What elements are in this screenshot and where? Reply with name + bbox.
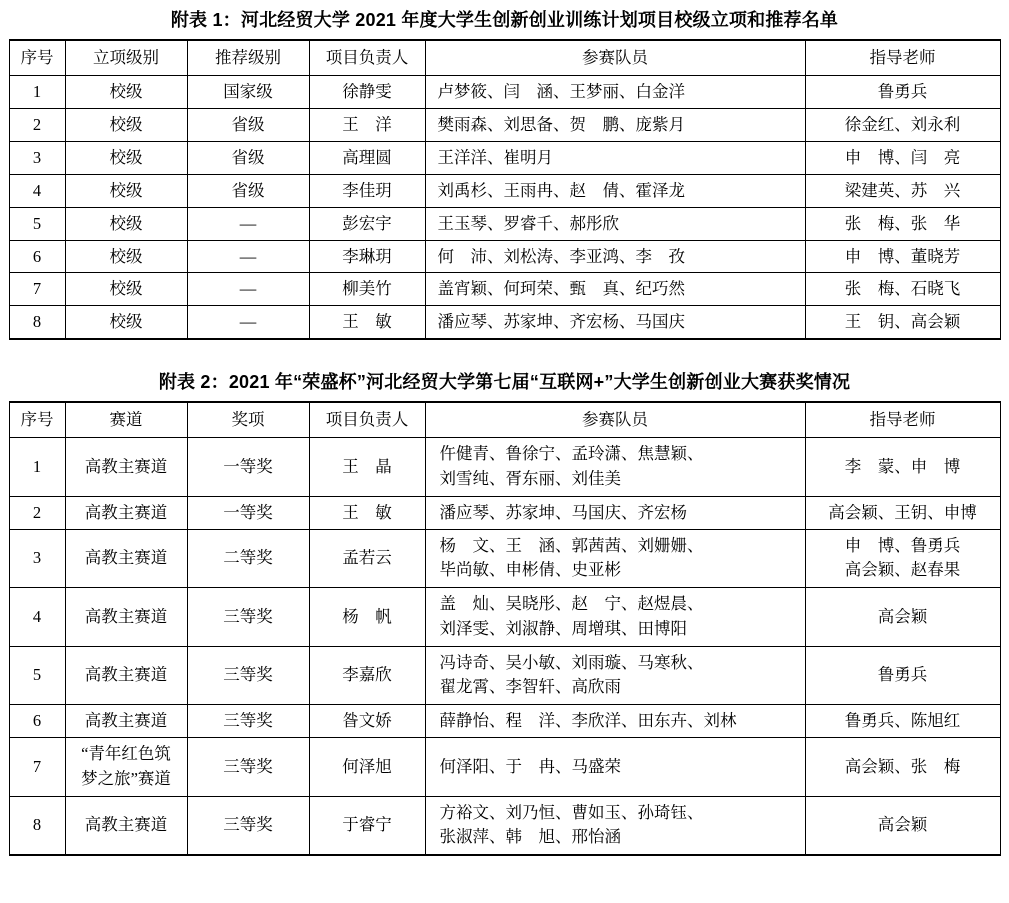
table-header-row bbox=[9, 402, 1000, 437]
team-line: 刘泽雯、刘淑静、周增琪、田博阳 bbox=[439, 618, 687, 638]
cell-team bbox=[425, 438, 805, 497]
cell-seq: 2 bbox=[9, 108, 65, 141]
cell-recommend: 省级 bbox=[187, 141, 309, 174]
cell-tutor: 高会颖、王钥、申博 bbox=[805, 496, 1000, 529]
cell-leader: 王 敏 bbox=[309, 306, 425, 339]
cell-seq: 5 bbox=[9, 207, 65, 240]
team-line: 杨 文、王 涵、郭茜茜、刘姗姗、 bbox=[439, 535, 704, 555]
team-line: 刘雪纯、胥东丽、刘佳美 bbox=[439, 468, 621, 488]
cell-team: 潘应琴、苏家坤、齐宏杨、马国庆 bbox=[425, 306, 805, 339]
cell-recommend: — bbox=[187, 207, 309, 240]
team-line: 张淑萍、韩 旭、邢怡涵 bbox=[439, 827, 621, 847]
table-row bbox=[9, 75, 1000, 108]
cell-tutor: 徐金红、刘永利 bbox=[805, 108, 1000, 141]
cell-team bbox=[425, 646, 805, 705]
cell-tutor bbox=[805, 438, 1000, 497]
team-line: 毕尚敏、申彬倩、史亚彬 bbox=[439, 560, 621, 580]
cell-tutor: 鲁勇兵、陈旭红 bbox=[805, 705, 1000, 738]
team-line: 仵健青、鲁徐宁、孟玲潇、焦慧颖、 bbox=[439, 444, 704, 464]
cell-seq: 4 bbox=[9, 588, 65, 647]
cell-leader: 杨 帆 bbox=[309, 588, 425, 647]
cell-team: 何泽阳、于 冉、马盛荣 bbox=[425, 738, 805, 797]
cell-level: 校级 bbox=[65, 75, 187, 108]
cell-team: 薛静怡、程 洋、李欣洋、田东卉、刘林 bbox=[425, 705, 805, 738]
table-1 bbox=[9, 39, 1001, 340]
cell-track bbox=[65, 738, 187, 797]
cell-recommend: — bbox=[187, 273, 309, 306]
column-header-leader: 项目负责人 bbox=[309, 40, 425, 75]
cell-award: 三等奖 bbox=[187, 796, 309, 855]
cell-award: 三等奖 bbox=[187, 646, 309, 705]
cell-leader: 彭宏宇 bbox=[309, 207, 425, 240]
cell-seq: 6 bbox=[9, 240, 65, 273]
cell-seq: 7 bbox=[9, 273, 65, 306]
cell-leader: 王 敏 bbox=[309, 496, 425, 529]
table-row bbox=[9, 108, 1000, 141]
cell-recommend: 省级 bbox=[187, 174, 309, 207]
cell-seq: 8 bbox=[9, 796, 65, 855]
cell-award: 三等奖 bbox=[187, 588, 309, 647]
table-row bbox=[9, 273, 1000, 306]
track-line: 梦之旅”赛道 bbox=[81, 768, 171, 788]
table-row bbox=[9, 646, 1000, 705]
table-row bbox=[9, 174, 1000, 207]
cell-track: 高教主赛道 bbox=[65, 588, 187, 647]
cell-team bbox=[425, 796, 805, 855]
column-header-recommend: 推荐级别 bbox=[187, 40, 309, 75]
cell-leader: 李嘉欣 bbox=[309, 646, 425, 705]
column-header-tutor: 指导老师 bbox=[805, 402, 1000, 437]
cell-team bbox=[425, 588, 805, 647]
cell-seq: 8 bbox=[9, 306, 65, 339]
cell-track: 高教主赛道 bbox=[65, 529, 187, 588]
cell-team: 潘应琴、苏家坤、马国庆、齐宏杨 bbox=[425, 496, 805, 529]
cell-level: 校级 bbox=[65, 207, 187, 240]
cell-tutor: 鲁勇兵 bbox=[805, 646, 1000, 705]
table-2-block bbox=[0, 362, 1009, 856]
cell-tutor: 高会颖、张 梅 bbox=[805, 738, 1000, 797]
column-header-track: 赛道 bbox=[65, 402, 187, 437]
tutor-line: 申 博、鲁勇兵 bbox=[844, 535, 961, 555]
column-header-leader: 项目负责人 bbox=[309, 402, 425, 437]
cell-team: 盖宵颖、何珂荣、甄 真、纪巧然 bbox=[425, 273, 805, 306]
table-spacer bbox=[0, 340, 1009, 362]
cell-track: 高教主赛道 bbox=[65, 646, 187, 705]
cell-team: 王玉琴、罗睿千、郝彤欣 bbox=[425, 207, 805, 240]
cell-seq: 3 bbox=[9, 529, 65, 588]
cell-track: 高教主赛道 bbox=[65, 705, 187, 738]
cell-level: 校级 bbox=[65, 174, 187, 207]
cell-award: 一等奖 bbox=[187, 438, 309, 497]
team-line: 方裕文、刘乃恒、曹如玉、孙琦钰、 bbox=[439, 802, 704, 822]
cell-tutor: 高会颖 bbox=[805, 588, 1000, 647]
cell-award: 一等奖 bbox=[187, 496, 309, 529]
cell-tutor: 申 博、闫 亮 bbox=[805, 141, 1000, 174]
table-2-body bbox=[9, 438, 1000, 855]
table-row bbox=[9, 207, 1000, 240]
cell-seq: 3 bbox=[9, 141, 65, 174]
column-header-level: 立项级别 bbox=[65, 40, 187, 75]
cell-team: 卢梦筱、闫 涵、王梦丽、白金洋 bbox=[425, 75, 805, 108]
column-header-team: 参赛队员 bbox=[425, 402, 805, 437]
table-1-body bbox=[9, 75, 1000, 339]
cell-tutor: 申 博、董晓芳 bbox=[805, 240, 1000, 273]
cell-leader: 王 洋 bbox=[309, 108, 425, 141]
cell-tutor: 梁建英、苏 兴 bbox=[805, 174, 1000, 207]
cell-leader: 柳美竹 bbox=[309, 273, 425, 306]
cell-team: 王洋洋、崔明月 bbox=[425, 141, 805, 174]
cell-tutor bbox=[805, 529, 1000, 588]
cell-tutor: 王 钥、高会颖 bbox=[805, 306, 1000, 339]
cell-seq: 1 bbox=[9, 75, 65, 108]
cell-recommend: 省级 bbox=[187, 108, 309, 141]
cell-leader: 王 晶 bbox=[309, 438, 425, 497]
cell-leader: 孟若云 bbox=[309, 529, 425, 588]
table-row bbox=[9, 306, 1000, 339]
cell-track: 高教主赛道 bbox=[65, 796, 187, 855]
table-1-caption: 附表 1：河北经贸大学 2021 年度大学生创新创业训练计划项目校级立项和推荐名单 bbox=[170, 10, 839, 30]
column-header-team: 参赛队员 bbox=[425, 40, 805, 75]
table-row bbox=[9, 796, 1000, 855]
cell-leader: 于睿宁 bbox=[309, 796, 425, 855]
team-line: 冯诗奇、吴小敏、刘雨璇、马寒秋、 bbox=[439, 652, 704, 672]
table-row bbox=[9, 438, 1000, 497]
cell-leader: 徐静雯 bbox=[309, 75, 425, 108]
table-header-row bbox=[9, 40, 1000, 75]
cell-leader: 高理圆 bbox=[309, 141, 425, 174]
table-row bbox=[9, 588, 1000, 647]
table-row bbox=[9, 141, 1000, 174]
table-1-header bbox=[9, 40, 1000, 75]
cell-seq: 5 bbox=[9, 646, 65, 705]
table-row bbox=[9, 705, 1000, 738]
cell-level: 校级 bbox=[65, 240, 187, 273]
cell-recommend: 国家级 bbox=[187, 75, 309, 108]
cell-seq: 7 bbox=[9, 738, 65, 797]
team-line: 盖 灿、吴晓彤、赵 宁、赵煜晨、 bbox=[439, 594, 704, 614]
table-row bbox=[9, 496, 1000, 529]
cell-tutor: 高会颖 bbox=[805, 796, 1000, 855]
cell-seq: 1 bbox=[9, 438, 65, 497]
tutor-line: 高会颖、赵春果 bbox=[844, 560, 961, 580]
cell-level: 校级 bbox=[65, 108, 187, 141]
cell-team bbox=[425, 529, 805, 588]
table-row bbox=[9, 240, 1000, 273]
cell-recommend: — bbox=[187, 240, 309, 273]
cell-team: 何 沛、刘松涛、李亚鸿、李 孜 bbox=[425, 240, 805, 273]
table-row bbox=[9, 738, 1000, 797]
cell-tutor: 张 梅、石晓飞 bbox=[805, 273, 1000, 306]
cell-level: 校级 bbox=[65, 273, 187, 306]
column-header-seq: 序号 bbox=[9, 40, 65, 75]
track-line: “青年红色筑 bbox=[81, 744, 171, 764]
cell-seq: 2 bbox=[9, 496, 65, 529]
cell-level: 校级 bbox=[65, 141, 187, 174]
table-2-caption: 附表 2：2021 年“荣盛杯”河北经贸大学第七届“互联网+”大学生创新创业大赛获奖情况 bbox=[158, 372, 851, 393]
cell-tutor: 张 梅、张 华 bbox=[805, 207, 1000, 240]
column-header-seq: 序号 bbox=[9, 402, 65, 437]
cell-team: 樊雨森、刘思备、贺 鹏、庞紫月 bbox=[425, 108, 805, 141]
team-line: 翟龙霄、李智轩、高欣雨 bbox=[439, 677, 621, 697]
table-row bbox=[9, 529, 1000, 588]
table-2-header bbox=[9, 402, 1000, 437]
tutor-line: 李 蒙、申 博 bbox=[844, 456, 961, 476]
cell-seq: 4 bbox=[9, 174, 65, 207]
cell-tutor: 鲁勇兵 bbox=[805, 75, 1000, 108]
column-header-tutor: 指导老师 bbox=[805, 40, 1000, 75]
cell-award: 三等奖 bbox=[187, 705, 309, 738]
table-1-block bbox=[0, 0, 1009, 340]
cell-leader: 昝文娇 bbox=[309, 705, 425, 738]
cell-recommend: — bbox=[187, 306, 309, 339]
cell-award: 二等奖 bbox=[187, 529, 309, 588]
cell-team: 刘禹杉、王雨冉、赵 倩、霍泽龙 bbox=[425, 174, 805, 207]
column-header-award: 奖项 bbox=[187, 402, 309, 437]
cell-leader: 李佳玥 bbox=[309, 174, 425, 207]
cell-track: 高教主赛道 bbox=[65, 496, 187, 529]
cell-track: 高教主赛道 bbox=[65, 438, 187, 497]
table-2 bbox=[9, 401, 1001, 856]
cell-leader: 李琳玥 bbox=[309, 240, 425, 273]
cell-level: 校级 bbox=[65, 306, 187, 339]
cell-leader: 何泽旭 bbox=[309, 738, 425, 797]
cell-award: 三等奖 bbox=[187, 738, 309, 797]
cell-seq: 6 bbox=[9, 705, 65, 738]
